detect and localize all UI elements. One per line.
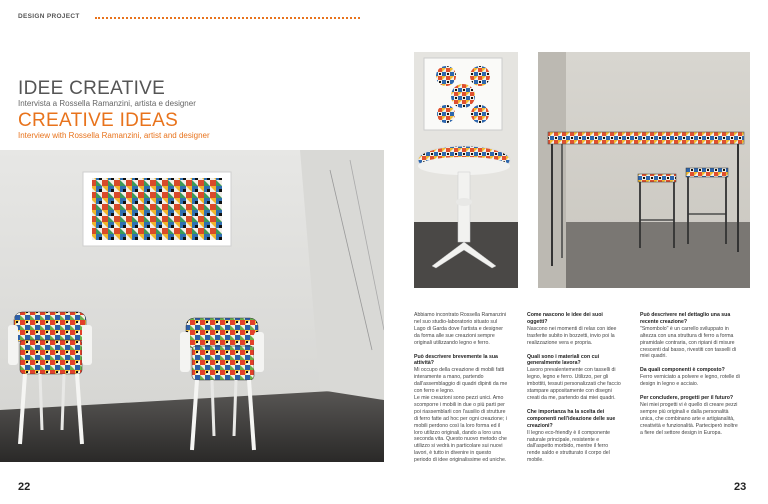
text-column-1 xyxy=(414,312,509,464)
question: Per concludere, progetti per il futuro? xyxy=(640,395,734,402)
answer: Nei miei progetti vi è quello di creare pezzi sempre più originali e dalla personalità unica, che combinano arte e artigianalità, creatività e funzionalità. Parteciperò inoltre a fiere del settore design in Europa. xyxy=(640,401,738,436)
question: Che importanza ha la scelta dei componenti nell'ideazione delle sue creazioni? xyxy=(527,408,616,429)
question: Quali sono i materiali con cui generalmente lavora? xyxy=(527,353,600,367)
question: Può descrivere nel dettaglio una sua recente creazione? xyxy=(640,312,731,325)
title-english: CREATIVE IDEAS xyxy=(18,110,179,131)
answer: Ferro verniciato a polvere e legno, rotelle di design in legno e acciaio. xyxy=(640,374,740,388)
console-table-photo xyxy=(538,52,750,288)
subtitle-italian: Intervista a Rossella Ramanzini, artista e designer xyxy=(18,99,196,108)
round-table-photo xyxy=(414,52,518,288)
section-label: DESIGN PROJECT xyxy=(18,13,80,20)
answer: Nascono nei momenti di relax con idee trasferite subito in bozzetti, invio poi la realizzazione vera e propria. xyxy=(527,325,617,346)
question: Da quali componenti è composto? xyxy=(640,367,725,374)
text-column-3 xyxy=(640,312,740,437)
answer: Il legno eco-friendly è il componente naturale principale, resistente e dall'aspetto morbido, mentre il ferro rende saldo e strutturato il corpo del mobile. xyxy=(527,429,611,464)
page-number-right: 23 xyxy=(734,481,747,493)
dotted-rule xyxy=(95,17,360,19)
armchairs-photo xyxy=(0,150,384,462)
answer: Mi occupo della creazione di mobili fatti interamente a mano, partendo dall'assemblaggio di quadri dipinti da me con ferro e legno. xyxy=(414,367,508,395)
question: Può descrivere brevemente la sua attività? xyxy=(414,353,498,367)
answer: Le mie creazioni sono pezzi unici. Amo scomporre i mobili in due o più parti per poi riassemblarli con l'ausilio di strutture di ferro fatte ad hoc per ogni creazione; i mobili perdono così la loro forma ed il loro utilizzo originali, dando a loro una seconda vita. Questo nuovo metodo che utilizzo si vedrà in particolare sui nuovi lavori, è tutto in divenire in questo periodo di idee originalissime ed uniche. xyxy=(414,394,507,464)
question: Come nascono le idee dei suoi oggetti? xyxy=(527,312,603,325)
intro-paragraph: Abbiamo incontrato Rossella Ramanzini nel suo studio-laboratorio situato sul Lago di Garda dove l'artista e designer da forma alle sue creazioni sempre originali utilizzando legno e ferro. xyxy=(414,312,506,346)
answer: Lavoro prevalentemente con tasselli di legno, legno e ferro. Utilizzo, per gli imbottiti, tessuti personalizzati che faccio stampare appositamente con disegni creati da me, partendo dai miei quadri. xyxy=(527,367,621,401)
page-number-left: 22 xyxy=(18,481,31,493)
text-column-2 xyxy=(527,312,622,464)
title-italian: IDEE CREATIVE xyxy=(18,78,166,99)
subtitle-english: Interview with Rossella Ramanzini, artist and designer xyxy=(18,131,210,140)
answer: "Smombolo" è un carrello sviluppato in altezza con una struttura di ferro a forma piramidale contraria, con ripiani di misure crescenti dal basso, rivestiti con tasselli di miei quadri. xyxy=(640,325,737,360)
right-page xyxy=(384,0,768,504)
